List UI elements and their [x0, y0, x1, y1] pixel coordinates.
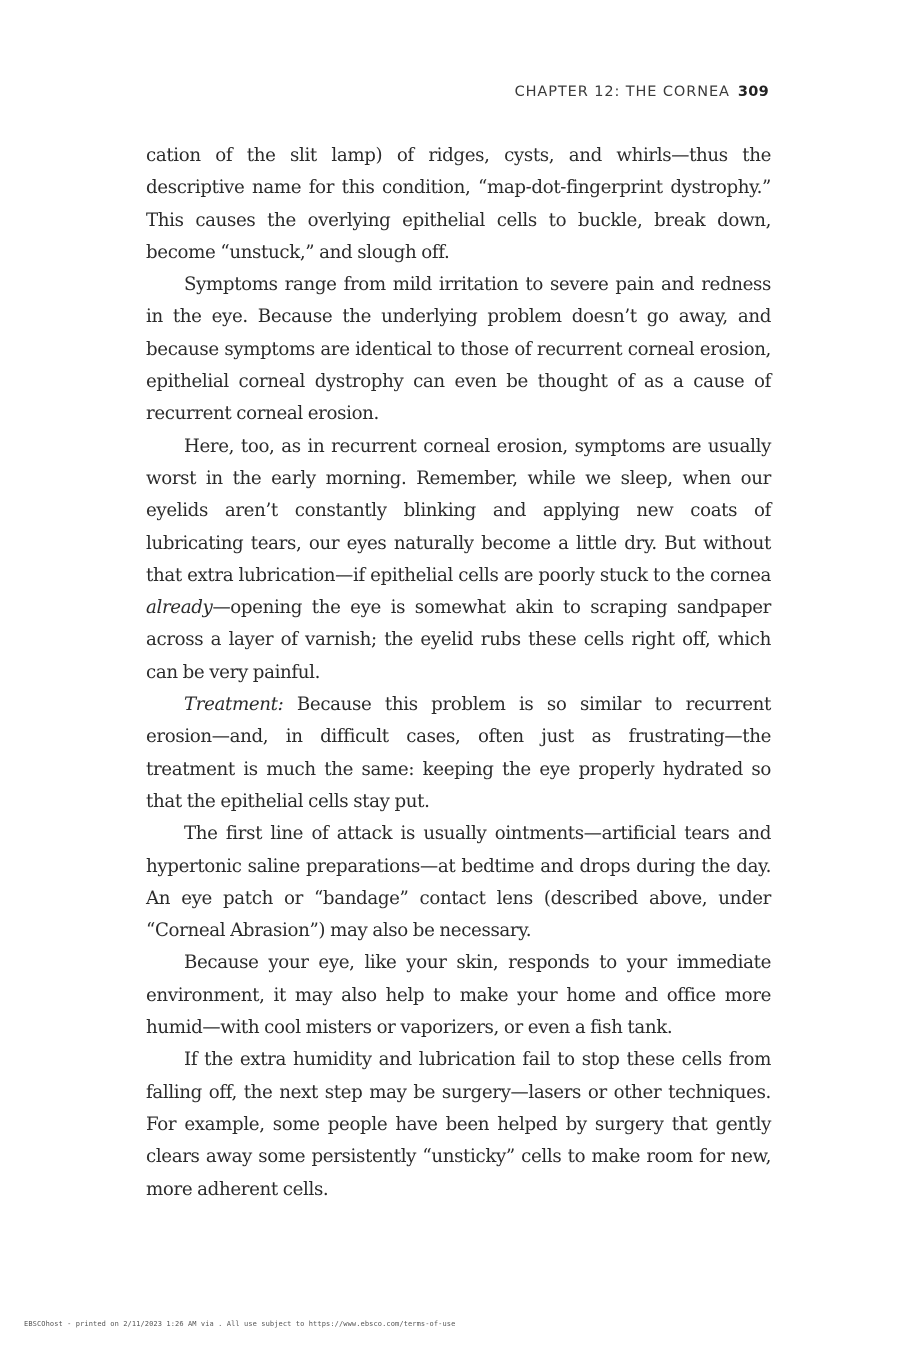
- paragraph-text: Because this problem is so similar to recurrent erosion—and, in difficult cases, often just as frustrating—the treatment is much the same: keeping the eye properly hydrated so that the epithelial cells stay put.: [146, 694, 771, 812]
- footer-notice: EBSCOhost - printed on 2/11/2023 1:26 AM via . All use subject to https://www.ebsco.com/terms-of-use: [24, 1320, 456, 1328]
- running-head: [515, 84, 769, 100]
- page-number: 309: [737, 84, 769, 100]
- chapter-title: CHAPTER 12: THE CORNEA: [514, 84, 730, 100]
- paragraph-environment: Because your eye, like your skin, responds to your immediate environment, it may also help to make your home and office more humid—with cool misters or vaporizers, or even a fish tank.: [146, 952, 771, 1039]
- paragraph-surgery: If the extra humidity and lubrication fail to stop these cells from falling off, the next step may be surgery—lasers or other techniques. For example, some people have been helped by surgery that gently clears away some persistently “unsticky” cells to make room for new, more adherent cells.: [146, 1049, 771, 1200]
- paragraph-text: —opening the eye is somewhat akin to scraping sandpaper across a layer of varnish; the eyelid rubs these cells right off, which can be very painful.: [146, 597, 771, 683]
- paragraph-treatment: [146, 689, 771, 818]
- paragraph-text: Here, too, as in recurrent corneal erosion, symptoms are usually worst in the early morning. Remember, while we sleep, when our eyelids aren’t constantly blinking and applying new coats of lubricating tears, our eyes naturally become a little dry. But without that extra lubrication—if epithelial cells are poorly stuck to the cornea: [146, 435, 771, 586]
- paragraph-first-line: The first line of attack is usually ointments—artificial tears and hypertonic saline preparations—at bedtime and drops during the day. An eye patch or “bandage” contact lens (described above, under “Corneal Abrasion”) may also be necessary.: [146, 823, 771, 942]
- paragraph-continuation: cation of the slit lamp) of ridges, cysts, and whirls—thus the descriptive name for this condition, “map-dot-fingerprint dystrophy.” This causes the overlying epithelial cells to buckle, break down, become “unstuck,” and slough off.: [146, 145, 771, 263]
- emphasis-text: already: [146, 597, 213, 619]
- treatment-heading: Treatment:: [184, 694, 284, 716]
- paragraph-morning-symptoms: [146, 431, 771, 689]
- body-text: [146, 140, 771, 1206]
- paragraph-symptoms: Symptoms range from mild irritation to severe pain and redness in the eye. Because the underlying problem doesn’t go away, and because symptoms are identical to those of recurrent corneal erosion, epithelial corneal dystrophy can even be thought of as a cause of recurrent corneal erosion.: [146, 274, 771, 425]
